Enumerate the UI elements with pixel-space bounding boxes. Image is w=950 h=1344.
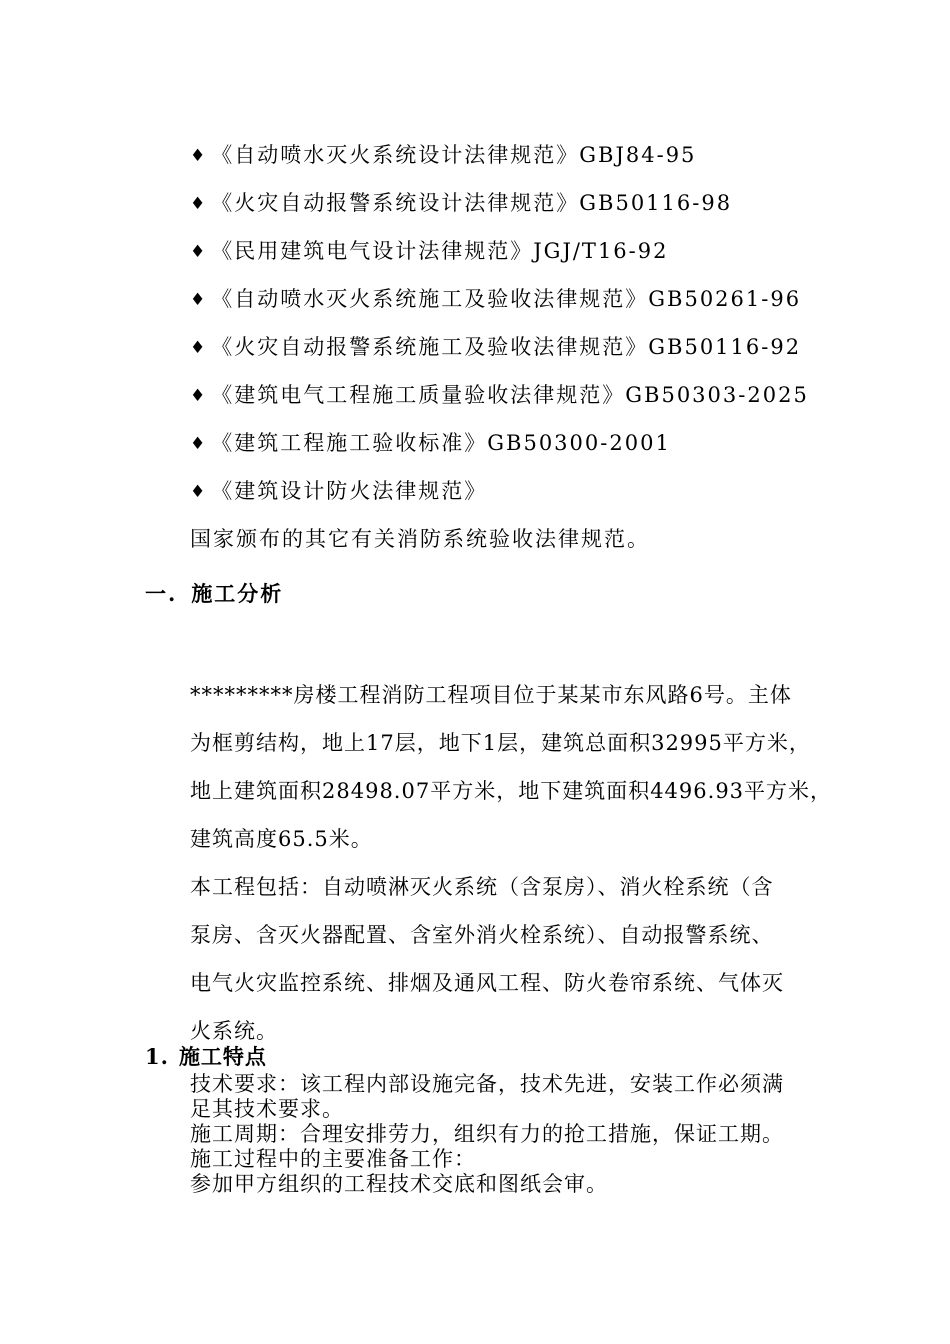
reference-item: ♦ 《自动喷水灭火系统施工及验收法律规范》GB50261-96 (190, 287, 802, 311)
feature-line: 施工周期：合理安排劳力，组织有力的抢工措施，保证工期。 (190, 1122, 784, 1146)
feature-line: 技术要求：该工程内部设施完备，技术先进，安装工作必须满 (190, 1072, 784, 1096)
diamond-bullet-icon: ♦ (190, 434, 208, 454)
overview-line: 建筑高度65.5米。 (190, 827, 373, 851)
feature-line: 足其技术要求。 (190, 1097, 344, 1121)
scope-line: 火系统。 (190, 1019, 278, 1043)
reference-item: ♦ 《自动喷水灭火系统设计法律规范》GBJ84-95 (190, 143, 697, 167)
diamond-bullet-icon: ♦ (190, 146, 208, 166)
reference-item: ♦ 《建筑设计防火法律规范》 (190, 479, 488, 503)
reference-item: ♦ 《建筑工程施工验收标准》GB50300-2001 (190, 431, 671, 455)
scope-line: 电气火灾监控系统、排烟及通风工程、防火卷帘系统、气体灭 (190, 971, 784, 995)
scope-line: 泵房、含灭火器配置、含室外消火栓系统）、自动报警系统、 (190, 923, 774, 947)
diamond-bullet-icon: ♦ (190, 482, 208, 502)
diamond-bullet-icon: ♦ (190, 290, 208, 310)
overview-line: *********房楼工程消防工程项目位于某某市东风路6号。主体 (190, 683, 792, 707)
scope-line: 本工程包括：自动喷淋灭火系统（含泵房）、消火栓系统（含 (190, 875, 774, 899)
subsection-title: 施工特点 (178, 1044, 267, 1069)
feature-line: 参加甲方组织的工程技术交底和图纸会审。 (190, 1172, 608, 1196)
reference-item: ♦ 《火灾自动报警系统施工及验收法律规范》GB50116-92 (190, 335, 802, 359)
diamond-bullet-icon: ♦ (190, 338, 208, 358)
diamond-bullet-icon: ♦ (190, 194, 208, 214)
section-title: 施工分析 (191, 581, 284, 606)
feature-line: 施工过程中的主要准备工作： (190, 1147, 476, 1171)
national-note: 国家颁布的其它有关消防系统验收法律规范。 (190, 527, 650, 551)
subsection-heading (145, 1044, 267, 1070)
reference-item: ♦ 《火灾自动报警系统设计法律规范》GB50116-98 (190, 191, 733, 215)
reference-item: ♦ 《建筑电气工程施工质量验收法律规范》GB50303-2025 (190, 383, 809, 407)
section-number: 一. (145, 581, 178, 606)
reference-item: ♦ 《民用建筑电气设计法律规范》JGJ/T16-92 (190, 239, 669, 263)
subsection-number: 1. (145, 1044, 169, 1069)
overview-line: 为框剪结构，地上17层，地下1层，建筑总面积32995平方米， (190, 731, 811, 755)
overview-line: 地上建筑面积28498.07平方米，地下建筑面积4496.93平方米， (190, 779, 833, 803)
diamond-bullet-icon: ♦ (190, 386, 208, 406)
diamond-bullet-icon: ♦ (190, 242, 208, 262)
section-heading (145, 581, 283, 607)
